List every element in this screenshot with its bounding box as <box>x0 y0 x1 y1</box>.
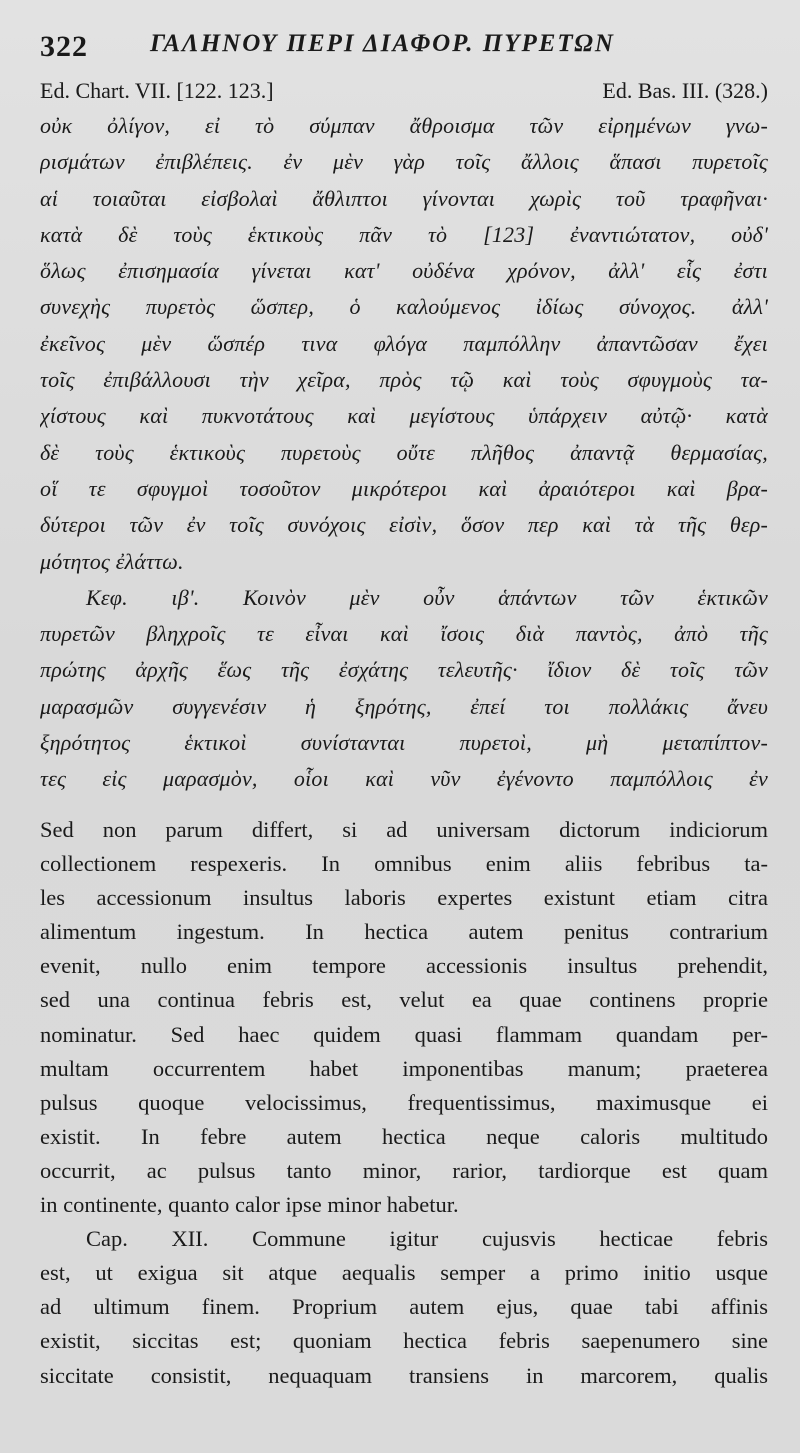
greek-line: ξηρότητος ἑκτικοὶ συνίστανται πυρετοὶ, μὴ μεταπίπτον- <box>40 730 768 756</box>
greek-line: μαρασμῶν συγγενέσιν ἡ ξηρότης, ἐπεί τοι πολλάκις ἄνευ <box>40 693 768 719</box>
greek-line: Κεφ. ιβ'. Κοινὸν μὲν οὖν ἁπάντων τῶν ἑκτικῶν <box>86 584 768 610</box>
greek-line: ὅλως ἐπισημασία γίνεται κατ' οὐδένα χρόνον, ἀλλ' εἷς ἐστι <box>40 258 768 284</box>
page-number: 322 <box>40 30 88 63</box>
greek-line: τες εἰς μαρασμὸν, οἷοι καὶ νῦν ἐγένοντο παμπόλλοις ἐν <box>40 766 768 792</box>
greek-line: τοῖς ἐπιβάλλουσι τὴν χεῖρα, πρὸς τῷ καὶ τοὺς σφυγμοὺς τα- <box>40 367 768 393</box>
latin-line: existit. In febre autem hectica neque caloris multitudo <box>40 1123 768 1149</box>
latin-line: les accessionum insultus laboris expertes existunt etiam citra <box>40 885 768 911</box>
latin-line: Cap. XII. Commune igitur cujusvis hecticae febris <box>86 1226 768 1252</box>
greek-line: πυρετῶν βληχροῖς τε εἶναι καὶ ἴσοις διὰ παντὸς, ἀπὸ τῆς <box>40 621 768 647</box>
latin-line: pulsus quoque velocissimus, frequentissimus, maximusque ei <box>40 1089 768 1115</box>
latin-line: alimentum ingestum. In hectica autem penitus contrarium <box>40 919 768 945</box>
latin-line: sed una continua febris est, velut ea quae continens proprie <box>40 987 768 1013</box>
greek-text-block <box>40 108 768 798</box>
greek-line: συνεχὴς πυρετὸς ὥσπερ, ὁ καλούμενος ἰδίως σύνοχος. ἀλλ' <box>40 294 768 320</box>
greek-line: ἐκεῖνος μὲν ὥσπέρ τινα φλόγα παμπόλλην ἀπαντῶσαν ἔχει <box>40 330 768 356</box>
greek-line: πρώτης ἀρχῆς ἕως τῆς ἐσχάτης τελευτῆς· ἴδιον δὲ τοῖς τῶν <box>40 657 768 683</box>
latin-line: multam occurrentem habet imponentibas manum; praeterea <box>40 1055 768 1081</box>
page-header <box>40 24 780 64</box>
latin-line: existit, siccitas est; quoniam hectica febris saepenumero sine <box>40 1328 768 1354</box>
latin-line: Sed non parum differt, si ad universam dictorum indiciorum <box>40 817 768 842</box>
greek-line: δύτεροι τῶν ἐν τοῖς συνόχοις εἰσὶν, ὅσον περ καὶ τὰ τῆς θερ- <box>40 512 768 538</box>
edition-reference-right: Ed. Bas. III. (328.) <box>602 78 768 103</box>
greek-line: οὐκ ὀλίγον, εἰ τὸ σύμπαν ἄθροισμα τῶν εἰρημένων γνω- <box>40 113 768 138</box>
latin-line: siccitate consistit, nequaquam transiens in marcorem, qualis <box>40 1362 768 1388</box>
latin-line: nominatur. Sed haec quidem quasi flammam quandam per- <box>40 1021 768 1047</box>
latin-line: in continente, quanto calor ipse minor habetur. <box>40 1192 459 1218</box>
greek-line: ρισμάτων ἐπιβλέπεις. ἐν μὲν γὰρ τοῖς ἄλλοις ἅπασι πυρετοῖς <box>40 149 768 175</box>
greek-line: μότητος ἐλάττω. <box>40 548 184 574</box>
latin-line: occurrit, ac pulsus tanto minor, rarior, tardiorque est quam <box>40 1157 768 1183</box>
latin-line: evenit, nullo enim tempore accessionis insultus prehendit, <box>40 953 768 979</box>
greek-line: αἱ τοιαῦται εἰσβολαὶ ἄθλιπτοι γίνονται χωρὶς τοῦ τραφῆναι· <box>40 185 768 211</box>
greek-line: δὲ τοὺς ἑκτικοὺς πυρετοὺς οὔτε πλῆθος ἀπαντᾷ θερμασίας, <box>40 439 768 465</box>
latin-text-block <box>40 813 768 1393</box>
latin-line: collectionem respexeris. In omnibus enim aliis febribus ta- <box>40 851 768 877</box>
edition-reference-left: Ed. Chart. VII. [122. 123.] <box>40 78 274 103</box>
edition-references <box>40 78 768 108</box>
latin-line: est, ut exigua sit atque aequalis semper a primo initio usque <box>40 1260 768 1286</box>
greek-line: χίστους καὶ πυκνοτάτους καὶ μεγίστους ὑπάρχειν αὐτῷ· κατὰ <box>40 403 768 429</box>
latin-line: ad ultimum finem. Proprium autem ejus, quae tabi affinis <box>40 1294 768 1320</box>
running-title: ΓΑΛΗΝΟΥ ΠΕΡΙ ΔΙΑΦΟΡ. ΠΥΡΕΤΩΝ <box>150 30 615 57</box>
greek-line: οἵ τε σφυγμοὶ τοσοῦτον μικρότεροι καὶ ἀραιότεροι καὶ βρα- <box>40 475 768 501</box>
greek-line: κατὰ δὲ τοὺς ἑκτικοὺς πᾶν τὸ [123] ἐναντιώτατον, οὐδ' <box>40 221 768 247</box>
